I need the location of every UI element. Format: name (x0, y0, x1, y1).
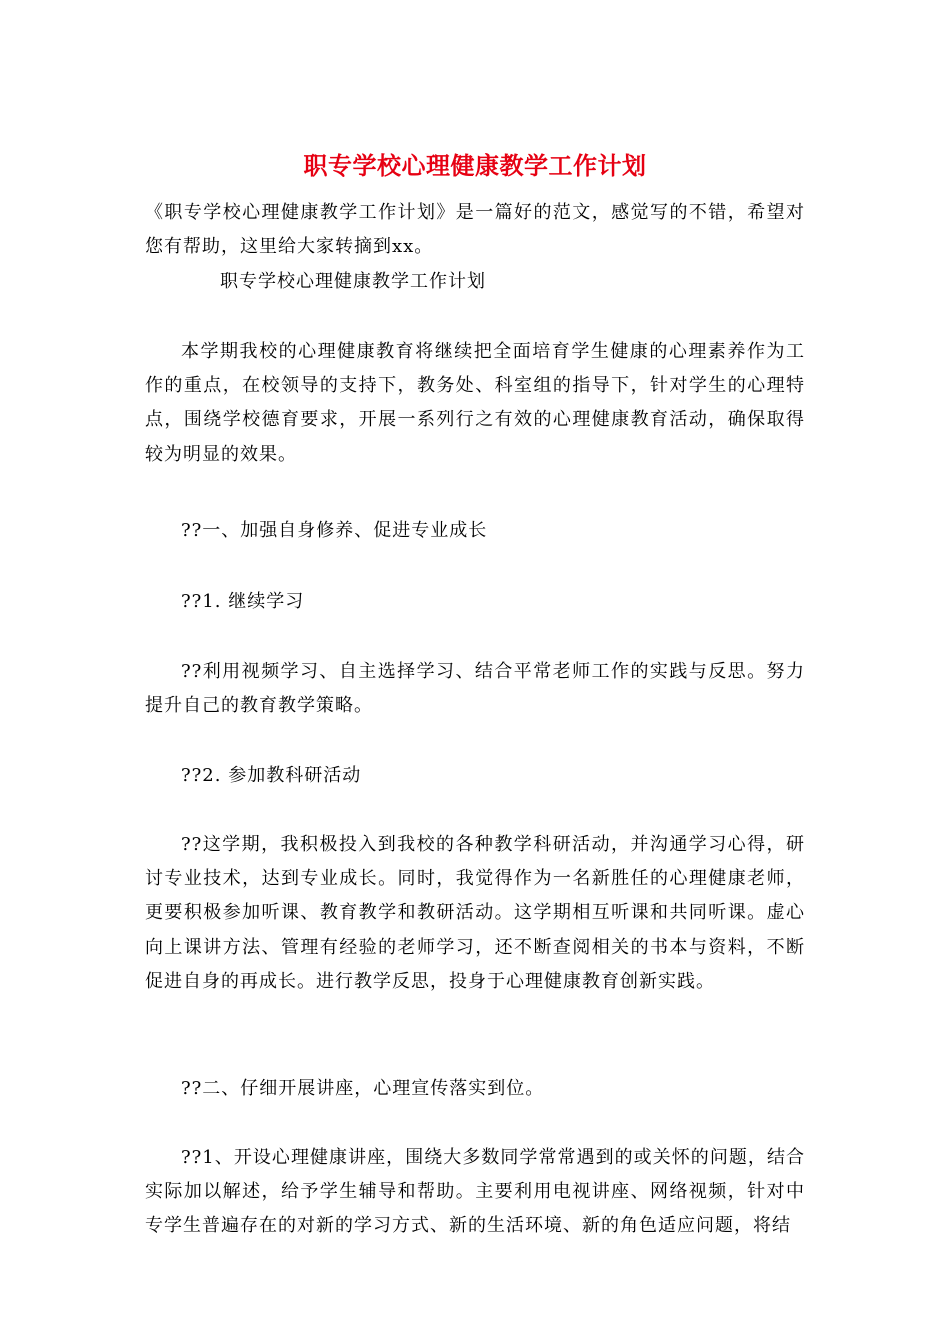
document-subtitle: 职专学校心理健康教学工作计划 (220, 271, 486, 292)
subsection-heading: ??1. 继续学习 (181, 591, 305, 612)
body-paragraph: 本学期我校的心理健康教育将继续把全面培育学生健康的心理素养作为工作的重点，在校领导的支持下，教务处、科室组的指导下，针对学生的心理特点，围绕学校德育要求，开展一系列行之有效的心理健康教育活动，确保取得较为明显的效果。 (145, 341, 805, 465)
body-paragraph: ??利用视频学习、自主选择学习、结合平常老师工作的实践与反思。努力提升自己的教育教学策略。 (145, 661, 805, 717)
section-heading: ??二、仔细开展讲座，心理宣传落实到位。 (181, 1078, 545, 1099)
body-paragraph: ??这学期，我积极投入到我校的各种教学科研活动，并沟通学习心得，研讨专业技术，达到专业成长。同时，我觉得作为一名新胜任的心理健康老师，更要积极参加听课、教育教学和教研活动。这学期相互听课和共同听课。虚心向上课讲方法、管理有经验的老师学习，还不断查阅相关的书本与资料，不断促进自身的再成长。进行教学反思，投身于心理健康教育创新实践。 (145, 834, 805, 992)
intro-paragraph: 《职专学校心理健康教学工作计划》是一篇好的范文，感觉写的不错，希望对您有帮助，这里给大家转摘到xx。 (145, 202, 805, 258)
document-title: 职专学校心理健康教学工作计划 (303, 151, 647, 180)
subsection-heading: ??2. 参加教科研活动 (181, 765, 362, 786)
section-heading: ??一、加强自身修养、促进专业成长 (181, 520, 488, 541)
body-paragraph: ??1、开设心理健康讲座，围绕大多数同学常常遇到的或关怀的问题，结合实际加以解述，给予学生辅导和帮助。主要利用电视讲座、网络视频，针对中专学生普遍存在的对新的学习方式、新的生活环境、新的角色适应问题，将结 (145, 1147, 805, 1237)
